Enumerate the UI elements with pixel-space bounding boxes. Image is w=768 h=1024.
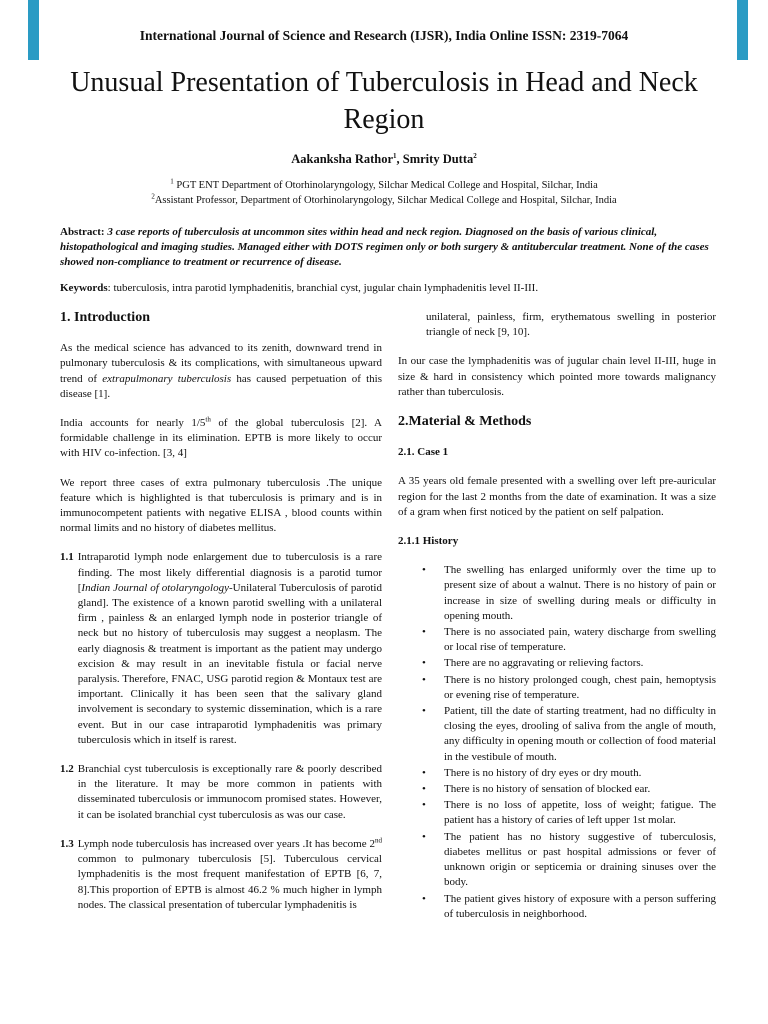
affiliation-sup: 1: [170, 177, 174, 186]
section-heading-introduction: 1. Introduction: [60, 310, 150, 325]
affiliation-text: PGT ENT Department of Otorhinolaryngology, Silchar Medical College and Hospital, Silchar, India: [176, 180, 598, 191]
text-span: Lymph node tuberculosis has increased over years .It has become 2: [77, 837, 375, 850]
author-name: Aakanksha Rathor: [291, 152, 394, 166]
affiliation-2: [0, 192, 768, 206]
case-1-heading: 2.1. Case 1: [398, 446, 449, 459]
left-column: [60, 310, 382, 927]
list-item: • The swelling has enlarged uniformly over the time up to present size of about a walnut. There is no history of pain or increase in size of swelling during meals or difficulty in opening mouth.: [422, 563, 716, 624]
subsection-1-3: [60, 837, 382, 913]
subsection-body: [78, 837, 382, 913]
affiliation-1: [0, 177, 768, 191]
intro-paragraph-2: [60, 416, 382, 462]
intro-paragraph-1: [60, 341, 382, 402]
list-item: • There is no history prolonged cough, chest pain, hemoptysis or evening rise of temperature.: [422, 673, 716, 703]
abstract-label: Abstract:: [60, 226, 105, 238]
section-heading-methods: 2.Material & Methods: [398, 414, 532, 430]
emphasis-text: Indian Journal of otolaryngology-: [81, 581, 233, 594]
text-span: India accounts for nearly 1/5: [60, 417, 206, 430]
text-span: has caused perpetuation of this disease [1].: [60, 372, 383, 400]
list-item: • The patient gives history of exposure with a person suffering of tuberculosis in neighborhood.: [422, 892, 716, 922]
emphasis-text: extrapulmonary tuberculosis: [102, 372, 232, 385]
subsection-1-2: [60, 762, 382, 823]
journal-header: International Journal of Science and Research (IJSR), India Online ISSN: 2319-7064: [139, 28, 629, 43]
affiliation-text: Assistant Professor, Department of Otorhinolaryngology, Silchar Medical College and Hospital, Silchar, India: [154, 195, 617, 206]
author-list: Aakanksha Rathor$^1$, Smrity Dutta$^2$: [291, 151, 477, 166]
list-item: • There is no history of sensation of blocked ear.: [422, 782, 716, 797]
list-item: • There is no history of dry eyes or dry mouth.: [422, 766, 716, 781]
keywords-label: Keywords: [60, 282, 108, 294]
paper-title: Unusual Presentation of Tuberculosis in Head and Neck Region: [70, 67, 698, 135]
history-heading: 2.1.1 History: [398, 535, 459, 548]
subsection-body: Branchial cyst tuberculosis is exceptionally rare & poorly described in the literature. It may be more common in patients with disseminated tuberculosis or immunocom promised states. However, it can be isolated branchial cyst tuberculosis as was our case.: [77, 763, 382, 821]
subsection-1-1: [60, 550, 382, 748]
intro-paragraph-3: We report three cases of extra pulmonary tuberculosis .The unique feature which is highlighted is that tuberculosis is primary and is in immunocompetent patients with negative ELISA , blood counts within normal limits and no history of diabetes mellitus.: [60, 476, 382, 535]
right-column: [398, 310, 716, 923]
text-span: common to pulmonary tuberculosis [5]. Tuberculous cervical lymphadenitis is the most frequent manifestation of EPTB [6, 7, 8].This proportion of EPTB is almost 46.2 % much higher in lymph nodes. The classical presentation of tubercular lymphadenitis is: [77, 853, 382, 911]
subsection-number: 1.3: [60, 837, 74, 850]
subsection-body: [78, 550, 382, 748]
subsection-number: 1.1: [60, 551, 74, 564]
author-sup: 2: [473, 151, 477, 160]
author-name: Smrity Dutta: [402, 152, 474, 166]
affiliation-sup: 2: [151, 192, 155, 201]
list-item: • Patient, till the date of starting treatment, had no difficulty in closing the eyes, drooling of saliva from the angle of mouth, any difficulty in opening mouth or collection of food material in the vestibule of mouth.: [422, 704, 716, 765]
history-list: [398, 563, 716, 922]
list-item: • There is no associated pain, watery discharge from swelling or local rise of temperature.: [422, 625, 716, 655]
author-sup: 1: [393, 151, 397, 160]
superscript: nd: [375, 836, 382, 845]
list-item: • There are no aggravating or relieving factors.: [422, 656, 716, 671]
list-item: • There is no loss of appetite, loss of weight; fatigue. The patient has a history of caries of left upper 1st molar.: [422, 798, 716, 828]
text-span: of the global tuberculosis [2]. A formidable challenge in its elimination. EPTB is more likely to occur with HIV co-infection. [3, 4]: [60, 417, 382, 460]
case-1-paragraph: A 35 years old female presented with a swelling over left pre-auricular region for the last 2 months from the date of examination. It was a size of a gram when first noticed by the patient on self palpation.: [398, 475, 716, 518]
subsection-number: 1.2: [60, 763, 74, 776]
text-span: Unilateral Tuberculosis of parotid gland]. The existence of a known parotid swelling with a unilateral firm , painless & an enlarged lymph node in posterior triangle of neck but no history of tuberculosis may suggest a neoplasm. The early diagnosis & treatment is important as the patient may undergo excision & may result in an inevitable fistula or facial nerve paralysis. Therefore, FNAC, USG parotid region & Montaux test are important. Clinically it has been seen that the salivary gland involvement is secondary to systemic dissemination, which is a rare event. But in our case intraparotid lymphadenitis was primary tuberculosis which in itself is rarest.: [77, 581, 382, 746]
text-span: Intraparotid lymph node enlargement due to tuberculosis is a rare finding. The most likely differential diagnosis is a parotid tumor [: [77, 551, 382, 594]
text-span: As the medical science has advanced to its zenith, downward trend in pulmonary tuberculosis & its complications, with simultaneous upward trend of: [60, 342, 382, 385]
intro-paragraph-4: In our case the lymphadenitis was of jugular chain level II-III, huge in size & hard in consistency which pointed more towards malignancy rather than tuberculosis.: [398, 355, 716, 398]
keywords-text: : tuberculosis, intra parotid lymphadenitis, branchial cyst, jugular chain lymphadenitis level II-III.: [107, 282, 539, 294]
abstract: [60, 225, 716, 270]
abstract-text: 3 case reports of tuberculosis at uncommon sites within head and neck region. Diagnosed on the basis of various clinical, histopathological and imaging studies. Managed either with DOTS regimen only or both surgery & antitubercular treatment. None of the cases showed non-compliance to treatment or recurrence of disease.: [60, 226, 709, 268]
keywords: [60, 282, 716, 294]
subsection-1-3-continued: unilateral, painless, firm, erythematous swelling in posterior triangle of neck [9, 10].: [426, 311, 716, 339]
list-item: • The patient has no history suggestive of tuberculosis, diabetes mellitus or past hospital admissions or fever of unknown origin or septicemia or draining sinuses over the body.: [422, 830, 716, 891]
superscript: th: [205, 415, 211, 424]
